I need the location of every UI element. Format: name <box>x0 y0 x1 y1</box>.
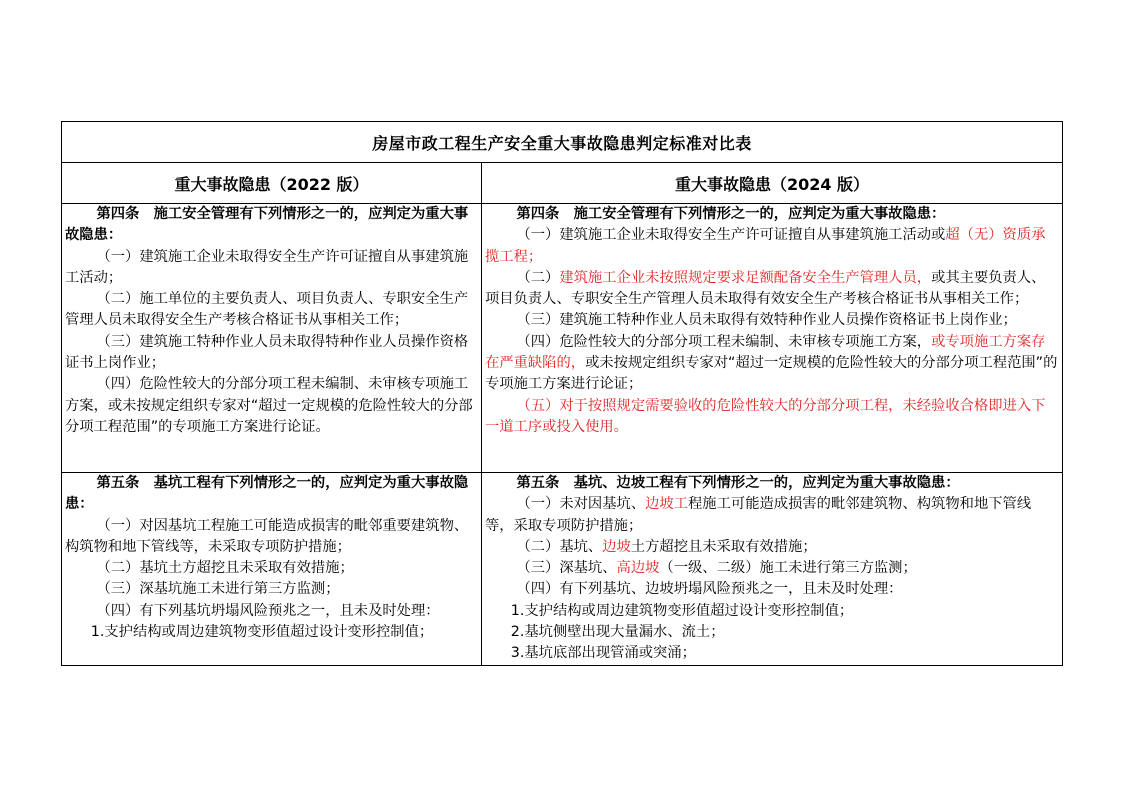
cell-2022-article-5 <box>62 473 482 666</box>
changed-text: 高边坡 <box>616 560 660 577</box>
item-text: （三）深基坑、 <box>516 560 617 577</box>
item-text: （二） <box>516 269 560 286</box>
list-item <box>485 396 1059 439</box>
item-text: （一）建筑施工企业未取得安全生产许可证擅自从事建筑施工活动或 <box>516 227 946 244</box>
column-header-2024: 重大事故隐患（2024 版） <box>482 163 1063 204</box>
list-item <box>485 537 1059 558</box>
title-row <box>62 122 1063 163</box>
comparison-table <box>61 121 1063 666</box>
list-item: （三）建筑施工特种作业人员未取得特种作业人员操作资格证书上岗作业； <box>65 333 469 372</box>
cell-2024-article-5 <box>482 473 1063 666</box>
list-item: （二）施工单位的主要负责人、项目负责人、专职安全生产管理人员未取得安全生产考核合格证书从事相关工作； <box>65 291 469 329</box>
list-item: 1.支护结构或周边建筑物变形值超过设计变形控制值； <box>90 624 434 641</box>
changed-text: 或专项施工方案存在严重缺陷的， <box>485 333 1046 372</box>
article-heading: 第五条 基坑、边坡工程有下列情形之一的，应判定为重大事故隐患： <box>516 475 960 491</box>
table-title: 房屋市政工程生产安全重大事故隐患判定标准对比表 <box>62 122 1063 163</box>
table-row-article-5 <box>62 473 1063 666</box>
changed-text: 建筑施工企业未按照规定要求足额配备安全生产管理人员， <box>559 269 932 286</box>
header-row <box>62 163 1063 204</box>
cell-2024-article-4 <box>482 204 1063 473</box>
cell-2022-article-4 <box>62 204 482 473</box>
list-item <box>485 310 1059 331</box>
list-item <box>485 268 1059 311</box>
item-text: （四）危险性较大的分部分项工程未编制、未审核专项施工方案， <box>516 333 932 350</box>
changed-text: 边坡 <box>602 538 631 555</box>
item-text: 程施工可能造成损害的毗邻建筑物、构筑物和地下管线等，采取专项防护措施； <box>485 496 1032 534</box>
item-text: （二）基坑、 <box>516 538 603 555</box>
item-text: 土方超挖且未采取有效措施； <box>630 538 817 555</box>
article-heading: 第四条 施工安全管理有下列情形之一的，应判定为重大事故隐患： <box>65 206 469 244</box>
item-text: 或其主要负责人、项目负责人、专职安全生产管理人员未取得有效安全生产考核合格证书从事相关工作； <box>485 269 1046 308</box>
list-item <box>485 601 1059 622</box>
list-item: （一）建筑施工企业未取得安全生产许可证擅自从事建筑施工活动； <box>65 248 469 286</box>
list-item: （一）对因基坑工程施工可能造成损害的毗邻重要建筑物、构筑物和地下管线等，未采取专项防护措施； <box>65 517 469 555</box>
item-text: （三）建筑施工特种作业人员未取得有效特种作业人员操作资格证书上岗作业； <box>516 312 1017 329</box>
changed-text: 边坡工 <box>645 496 689 513</box>
article-heading: 第四条 施工安全管理有下列情形之一的，应判定为重大事故隐患： <box>516 206 946 222</box>
item-text: 3.基坑底部出现管涌或突涌； <box>510 645 696 662</box>
changed-text: （五）对于按照规定需要验收的危险性较大的分部分项工程，未经验收合格即进入下一道工序或投入使用。 <box>485 397 1046 435</box>
item-text: 2.基坑侧壁出现大量漏水、流土； <box>510 624 725 641</box>
list-item <box>485 643 1059 664</box>
list-item: （四）有下列基坑坍塌风险预兆之一，且未及时处理： <box>96 602 440 619</box>
item-text: （一级、二级）施工未进行第三方监测； <box>659 560 917 577</box>
item-text: 或未按规定组织专家对“超过一定规模的危险性较大的分部分项工程范围”的专项施工方案进行论证； <box>485 355 1058 393</box>
item-text: （一）未对因基坑、 <box>516 496 646 513</box>
list-item <box>485 332 1059 396</box>
list-item <box>485 622 1059 643</box>
list-item: （四）危险性较大的分部分项工程未编制、未审核专项施工方案，或未按规定组织专家对“超过一定规模的危险性较大的分部分项工程范围”的专项施工方案进行论证。 <box>65 376 473 435</box>
column-header-2022: 重大事故隐患（2022 版） <box>62 163 482 204</box>
item-text: 1.支护结构或周边建筑物变形值超过设计变形控制值； <box>510 602 854 619</box>
list-item: （二）基坑土方超挖且未采取有效措施； <box>96 560 354 577</box>
list-item <box>485 494 1059 537</box>
list-item <box>485 558 1059 579</box>
table-row-article-4 <box>62 204 1063 473</box>
changed-text: 超（无）资质承揽工程； <box>485 227 1046 265</box>
list-item: （三）深基坑施工未进行第三方监测； <box>96 581 340 598</box>
list-item <box>485 225 1059 268</box>
article-heading: 第五条 基坑工程有下列情形之一的，应判定为重大事故隐患： <box>65 475 469 513</box>
item-text: （四）有下列基坑、边坡坍塌风险预兆之一，且未及时处理： <box>516 581 903 598</box>
list-item <box>485 579 1059 600</box>
